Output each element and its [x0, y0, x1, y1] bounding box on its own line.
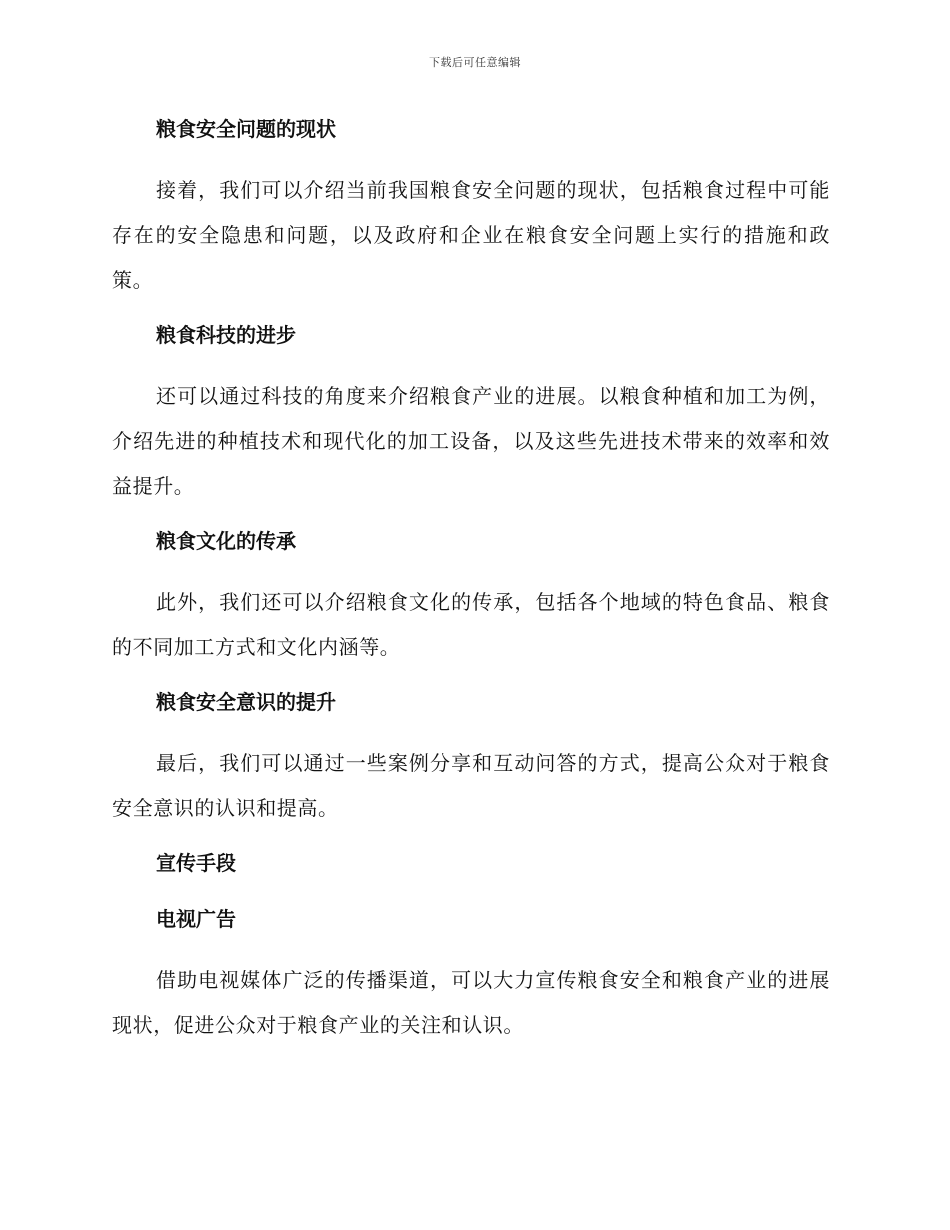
section-heading: 粮食安全问题的现状	[156, 117, 336, 141]
section-heading: 电视广告	[156, 907, 236, 931]
document-body	[112, 112, 830, 1048]
page-header: 下载后可任意编辑	[429, 56, 521, 69]
section-paragraph: 此外，我们还可以介绍粮食文化的传承，包括各个地域的特色食品、粮食的不同加工方式和文化内涵等。	[112, 590, 830, 659]
section-heading: 粮食科技的进步	[156, 323, 296, 347]
section-heading: 粮食安全意识的提升	[156, 690, 336, 714]
section-paragraph: 还可以通过科技的角度来介绍粮食产业的进展。以粮食种植和加工为例，介绍先进的种植技术和现代化的加工设备，以及这些先进技术带来的效率和效益提升。	[112, 384, 830, 498]
section-paragraph: 接着，我们可以介绍当前我国粮食安全问题的现状，包括粮食过程中可能存在的安全隐患和问题，以及政府和企业在粮食安全问题上实行的措施和政策。	[112, 178, 830, 292]
section-heading: 宣传手段	[156, 851, 236, 875]
section-heading: 粮食文化的传承	[156, 529, 296, 553]
section-paragraph: 借助电视媒体广泛的传播渠道，可以大力宣传粮食安全和粮食产业的进展现状，促进公众对于粮食产业的关注和认识。	[112, 968, 830, 1037]
section-paragraph: 最后，我们可以通过一些案例分享和互动问答的方式，提高公众对于粮食安全意识的认识和提高。	[112, 751, 830, 820]
